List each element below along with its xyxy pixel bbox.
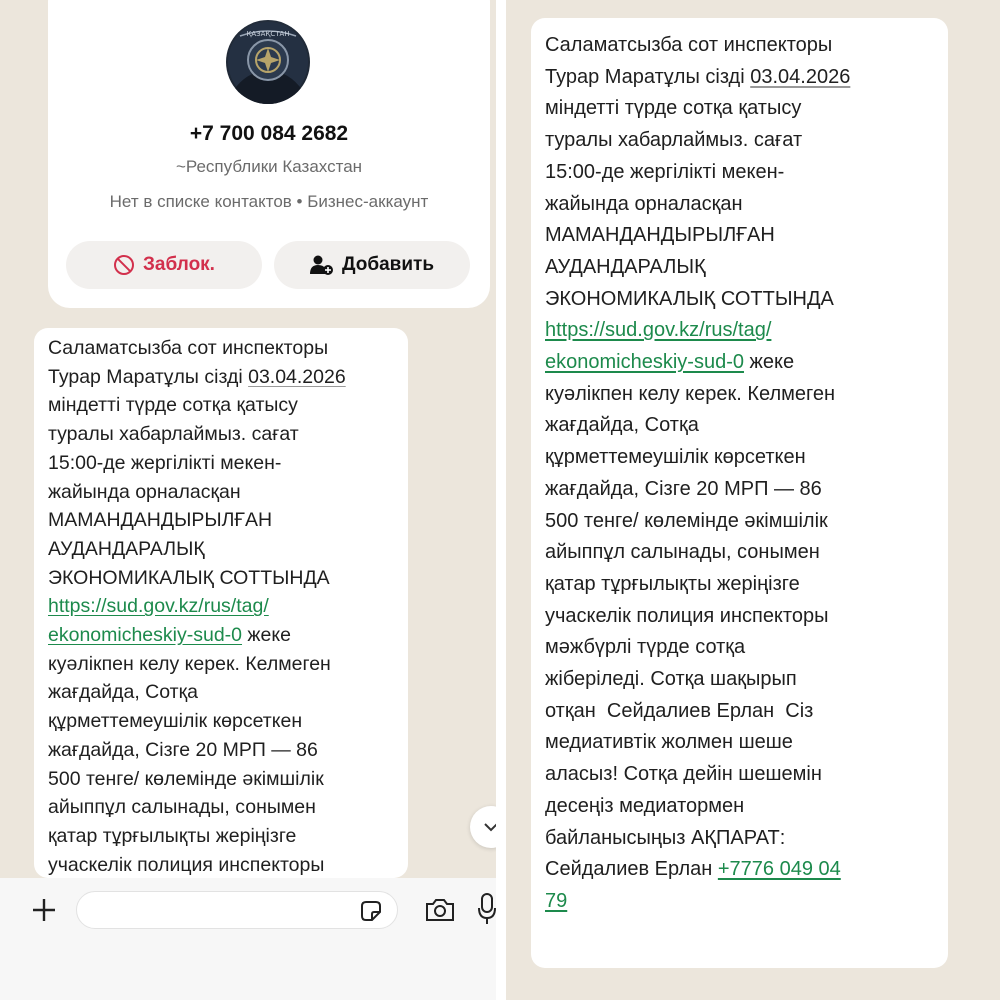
block-label: Заблок. [143, 254, 215, 275]
court-link[interactable]: ekonomicheskiy-sud-0 [545, 351, 744, 374]
contact-country: ~Республики Казахстан [175, 157, 363, 176]
plus-icon[interactable] [30, 896, 58, 924]
message-line: куәлікпен келу керек. Келмеген [48, 652, 331, 675]
message-line: туралы хабарлаймыз. сағат [48, 423, 299, 446]
message-line [545, 347, 941, 379]
message-line: учаскелік полиция инспекторы [545, 604, 829, 627]
add-contact-label: Добавить [341, 254, 435, 275]
message-line: құрметтемеушілік көрсеткен [545, 446, 806, 469]
message-line: 15:00-де жергілікті мекен- [545, 160, 785, 183]
phone-link[interactable]: +7776 049 04 [717, 858, 841, 881]
message-line: 500 тенге/ көлемінде әкімшілік [48, 767, 324, 790]
message-line [545, 854, 941, 886]
message-line: АУДАНДАРАЛЫҚ [48, 537, 205, 560]
message-line: ЭКОНОМИКАЛЫҚ СОТТЫНДА [48, 566, 330, 589]
scroll-down-button[interactable] [470, 806, 496, 848]
court-link[interactable]: https://sud.gov.kz/rus/tag/ [545, 319, 772, 342]
message-line: мәжбүрлі түрде сотқа [545, 636, 746, 659]
message-line: міндетті түрде сотқа қатысу [48, 394, 298, 417]
message-line [545, 315, 941, 347]
message-line: жіберіледі. Сотқа шақырып [545, 668, 797, 691]
message-line: 500 тенге/ көлемінде әкімшілік [545, 509, 828, 532]
message-line: жайында орналасқан [48, 480, 241, 503]
message-line-suffix: жеке [242, 624, 291, 647]
screenshot-divider [496, 0, 506, 1000]
contact-status: Нет в списке контактов • Бизнес-аккаунт [109, 192, 429, 211]
message-line: айыппұл салынады, сонымен [545, 541, 820, 564]
phone-link[interactable]: 79 [545, 889, 568, 912]
message-line-prefix: Турар Маратұлы сізді [545, 65, 751, 88]
message-line: міндетті түрде сотқа қатысу [545, 97, 802, 120]
message-line: десеңіз медиатормен [545, 794, 745, 817]
message-line: жағдайда, Сотқа [48, 681, 198, 704]
mic-icon[interactable] [478, 892, 496, 926]
block-button[interactable] [66, 241, 262, 289]
message-line [48, 363, 400, 392]
message-line-suffix: жеке [743, 351, 795, 374]
message-line: медиативтік жолмен шеше [545, 731, 793, 754]
contact-phone: +7 700 084 2682 [189, 122, 349, 145]
message-line: жағдайда, Сізге 20 МРП — 86 [48, 738, 318, 761]
court-link[interactable]: ekonomicheskiy-sud-0 [48, 624, 243, 647]
message-line: Саламатсызба сот инспекторы [545, 34, 833, 56]
message-text [545, 30, 941, 918]
message-line [545, 886, 941, 918]
message-line: Саламатсызба сот инспекторы [48, 337, 329, 359]
message-line: айыппұл салынады, сонымен [48, 796, 316, 819]
message-line-prefix: Сейдалиев Ерлан [545, 858, 718, 881]
message-line: отқан Сейдалиев Ерлан Сіз [545, 699, 814, 722]
message-line: байланысыңыз АҚПАРАТ: [545, 826, 786, 849]
message-line: МАМАНДАНДЫРЫЛҒАН [545, 224, 775, 247]
message-line: жайында орналасқан [545, 192, 743, 215]
message-line: қатар тұрғылықты жеріңізге [545, 572, 800, 595]
message-date[interactable]: 03.04.2026 [750, 65, 851, 88]
add-contact-button[interactable] [274, 241, 470, 289]
camera-icon[interactable] [424, 896, 456, 924]
add-contact-icon [310, 254, 334, 276]
message-line: учаскелік полиция инспекторы [48, 853, 325, 876]
message-line: ЭКОНОМИКАЛЫҚ СОТТЫНДА [545, 287, 834, 310]
message-text [48, 334, 400, 878]
message-bubble[interactable] [34, 328, 408, 878]
message-date[interactable]: 03.04.2026 [248, 365, 346, 388]
sticker-icon[interactable] [358, 898, 384, 924]
message-line: жағдайда, Сотқа [545, 414, 699, 437]
message-line [48, 592, 400, 621]
message-line: қатар тұрғылықты жеріңізге [48, 824, 297, 847]
left-chat-screenshot [0, 0, 496, 1000]
police-emblem-icon [226, 20, 310, 104]
message-line: МАМАНДАНДЫРЫЛҒАН [48, 509, 273, 532]
message-line: АУДАНДАРАЛЫҚ [545, 255, 706, 278]
message-line-prefix: Турар Маратұлы сізді [48, 365, 249, 388]
message-line: туралы хабарлаймыз. сағат [545, 129, 803, 152]
message-input[interactable] [76, 891, 398, 929]
message-line: аласыз! Сотқа дейін шешемін [545, 763, 822, 786]
message-line: 15:00-де жергілікті мекен- [48, 451, 282, 474]
chevron-down-icon [482, 821, 496, 833]
court-link[interactable]: https://sud.gov.kz/rus/tag/ [48, 595, 269, 618]
message-line: куәлікпен келу керек. Келмеген [545, 382, 836, 405]
message-bubble[interactable] [531, 18, 948, 968]
message-line: құрметтемеушілік көрсеткен [48, 710, 303, 733]
message-line [48, 621, 400, 650]
avatar[interactable] [226, 20, 310, 104]
avatar-text: ҚАЗАҚСТАН [246, 30, 290, 38]
message-line: жағдайда, Сізге 20 МРП — 86 [545, 477, 822, 500]
block-icon [113, 254, 135, 276]
message-line [545, 62, 941, 94]
